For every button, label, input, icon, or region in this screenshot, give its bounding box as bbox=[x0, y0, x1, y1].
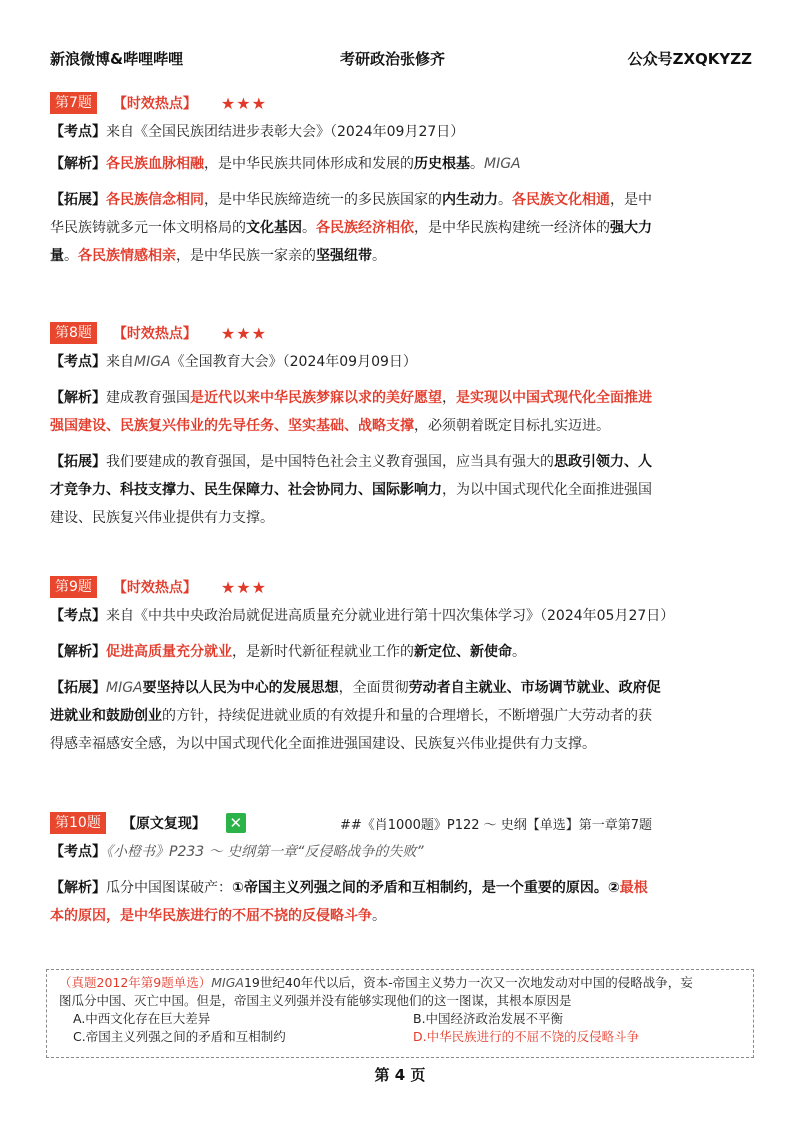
exam-option-b: B.中国经济政治发展不平衡 bbox=[413, 1011, 564, 1026]
q8-j-red2: 是实现以中国式现代化全面推进 bbox=[456, 390, 652, 406]
q7-t-9: 。 bbox=[372, 248, 386, 264]
q7-tuozhan-label: 【拓展】 bbox=[50, 192, 106, 208]
q8-j-red3: 强国建设、民族复兴伟业的先导任务、坚实基础、战略支撑 bbox=[50, 418, 414, 434]
q9-star-rating: ★★★ bbox=[220, 577, 267, 597]
q10-heading bbox=[50, 812, 246, 834]
exam-stem1: 19世纪40年代以后，资本-帝国主义势力一次又一次地发动对中国的侵略战争，妄 bbox=[243, 975, 693, 990]
q8-t-bold2: 才竞争力、科技支撑力、民生保障力、社会协同力、国际影响力 bbox=[50, 482, 442, 498]
q7-kaodian-text: 来自《全国民族团结进步表彰大会》（2024年09月27日） bbox=[106, 124, 465, 140]
q7-miga-tag: MIGA bbox=[484, 156, 521, 172]
q9-j-1: ，是新时代新征程就业工作的 bbox=[232, 644, 414, 660]
exam-options-row2 bbox=[59, 1028, 741, 1046]
q9-kaodian bbox=[50, 602, 750, 630]
page-number: 第 4 页 bbox=[374, 1066, 426, 1084]
q7-tuozhan bbox=[50, 186, 750, 270]
q8-tag: 【时效热点】 bbox=[112, 326, 197, 342]
q7-star-rating: ★★★ bbox=[220, 93, 267, 113]
q8-t-bold1: 思政引领力、人 bbox=[554, 454, 652, 470]
page-header bbox=[50, 48, 752, 74]
q7-kaodian bbox=[50, 118, 750, 146]
q7-number-badge: 第7题 bbox=[50, 92, 97, 114]
q8-heading bbox=[50, 322, 267, 344]
q10-j-red1: 最根 bbox=[619, 880, 648, 896]
q7-t-bold2: 文化基因 bbox=[246, 220, 302, 236]
exam-option-a: A.中西文化存在巨大差异 bbox=[73, 1011, 211, 1026]
q7-t-2: 。 bbox=[498, 192, 512, 208]
q7-jiexi bbox=[50, 150, 750, 178]
q7-t-1: ，是中华民族缔造统一的多民族国家的 bbox=[204, 192, 442, 208]
q9-tuozhan bbox=[50, 674, 750, 758]
q7-jiexi-end: 。 bbox=[470, 156, 484, 172]
q9-kaodian-label: 【考点】 bbox=[50, 608, 106, 624]
q9-miga-tag: MIGA bbox=[106, 680, 143, 696]
q10-kaodian-label: 【考点】 bbox=[50, 844, 106, 860]
q7-t-bold3b: 量 bbox=[50, 248, 64, 264]
header-weibo-bilibili: 新浪微博&哔哩哔哩 bbox=[50, 50, 184, 68]
q7-t-bold3: 强大力 bbox=[610, 220, 652, 236]
q7-t-8: ，是中华民族一家亲的 bbox=[176, 248, 316, 264]
q9-tag: 【时效热点】 bbox=[112, 580, 197, 596]
exam-stem-line2: 图瓜分中国、灭亡中国。但是，帝国主义列强并没有能够实现他们的这一图谋，其根本原因是 bbox=[59, 993, 572, 1008]
q8-star-rating: ★★★ bbox=[220, 323, 267, 343]
q8-kaodian bbox=[50, 348, 750, 376]
q7-t-red1: 各民族信念相同 bbox=[106, 192, 204, 208]
q8-kaodian-text: 《全国教育大会》（2024年09月09日） bbox=[170, 354, 417, 370]
q7-kaodian-label: 【考点】 bbox=[50, 124, 106, 140]
q8-kaodian-pre: 来自 bbox=[106, 354, 134, 370]
q10-kaodian bbox=[50, 838, 750, 866]
exam-option-c: C.帝国主义列强之间的矛盾和互相制约 bbox=[73, 1029, 286, 1044]
q9-jiexi bbox=[50, 638, 750, 666]
q9-t-bold2: 劳动者自主就业、市场调节就业、政府促 bbox=[408, 680, 661, 696]
exam-option-d-answer: D.中华民族进行的不屈不饶的反侵略斗争 bbox=[413, 1029, 640, 1044]
q9-heading bbox=[50, 576, 267, 598]
q7-t-3: ，是中 bbox=[610, 192, 652, 208]
q8-jiexi-label: 【解析】 bbox=[50, 390, 106, 406]
q8-j-red1: 是近代以来中华民族梦寐以求的美好愿望 bbox=[190, 390, 442, 406]
q7-jiexi-text: ，是中华民族共同体形成和发展的 bbox=[204, 156, 414, 172]
q7-tag: 【时效热点】 bbox=[112, 96, 197, 112]
q7-t-red2: 各民族文化相通 bbox=[512, 192, 610, 208]
q9-number-badge: 第9题 bbox=[50, 576, 97, 598]
q7-heading bbox=[50, 92, 267, 114]
check-mark-icon: ✕ bbox=[226, 813, 246, 833]
q7-jiexi-red: 各民族血脉相融 bbox=[106, 156, 204, 172]
q7-t-bold1: 内生动力 bbox=[442, 192, 498, 208]
q9-t-bold1: 要坚持以人民为中心的发展思想 bbox=[142, 680, 339, 696]
q9-jiexi-label: 【解析】 bbox=[50, 644, 106, 660]
q7-t-red4: 各民族情感相亲 bbox=[78, 248, 176, 264]
q8-miga-tag: MIGA bbox=[134, 354, 171, 370]
q9-j-2: 。 bbox=[512, 644, 526, 660]
q10-kaodian-text: 《小橙书》P233 ～ 史纲第一章“反侵略战争的失败” bbox=[106, 844, 424, 860]
q10-jiexi-label: 【解析】 bbox=[50, 880, 106, 896]
q7-t-red3: 各民族经济相依 bbox=[316, 220, 414, 236]
q10-j-red2: 本的原因，是中华民族进行的不屈不挠的反侵略斗争 bbox=[50, 908, 372, 924]
q7-t-7: 。 bbox=[64, 248, 78, 264]
q8-t-1: 我们要建成的教育强国，是中国特色社会主义教育强国，应当具有强大的 bbox=[106, 454, 554, 470]
q9-t-2: 的方针，持续促进就业质的有效提升和量的合理增长，不断增强广大劳动者的获 bbox=[162, 708, 652, 724]
q10-jiexi bbox=[50, 874, 750, 930]
q9-t-3: 得感幸福感安全感，为以中国式现代化全面推进强国建设、民族复兴伟业提供有力支撑。 bbox=[50, 736, 596, 752]
q8-t-2: ，为以中国式现代化全面推进强国 bbox=[442, 482, 652, 498]
exam-stem-line1 bbox=[59, 974, 741, 992]
exam-miga-tag: MIGA bbox=[211, 975, 244, 990]
q7-t-bold4: 坚强纽带 bbox=[316, 248, 372, 264]
q8-tuozhan-label: 【拓展】 bbox=[50, 454, 106, 470]
q8-j-3: ，必须朝着既定目标扎实迈进。 bbox=[414, 418, 610, 434]
q8-j-1: 建成教育强国 bbox=[106, 390, 190, 406]
q9-tuozhan-label: 【拓展】 bbox=[50, 680, 106, 696]
q8-tuozhan bbox=[50, 448, 750, 532]
header-wechat-account: 公众号ZXQKYZZ bbox=[627, 50, 752, 68]
q8-number-badge: 第8题 bbox=[50, 322, 97, 344]
q9-j-bold: 新定位、新使命 bbox=[414, 644, 512, 660]
q9-j-red: 促进高质量充分就业 bbox=[106, 644, 232, 660]
q8-jiexi bbox=[50, 384, 750, 440]
q9-t-1: ，全面贯彻 bbox=[338, 680, 409, 696]
q7-t-5: 。 bbox=[302, 220, 316, 236]
q9-kaodian-text: 来自《中共中央政治局就促进高质量充分就业进行第十四次集体学习》（2024年05月27日） bbox=[106, 608, 675, 624]
q8-kaodian-label: 【考点】 bbox=[50, 354, 106, 370]
q10-number-badge: 第10题 bbox=[50, 812, 106, 834]
q8-t-3: 建设、民族复兴伟业提供有力支撑。 bbox=[50, 510, 274, 526]
q7-jiexi-label: 【解析】 bbox=[50, 156, 106, 172]
exam-options-row1 bbox=[59, 1010, 741, 1028]
q10-source: ##《肖1000题》P122 ～ 史纲【单选】第一章第7题 bbox=[340, 818, 653, 833]
header-author: 考研政治张修齐 bbox=[340, 50, 446, 68]
exam-prefix: （真题2012年第9题单选） bbox=[59, 975, 212, 990]
q8-j-2: ， bbox=[442, 390, 456, 406]
q10-j-bold1: ①帝国主义列强之间的矛盾和互相制约，是一个重要的原因。② bbox=[232, 880, 620, 896]
q9-t-bold3: 进就业和鼓励创业 bbox=[50, 708, 162, 724]
q10-j-1: 瓜分中国图谋破产： bbox=[106, 880, 232, 896]
q7-jiexi-bold: 历史根基 bbox=[414, 156, 470, 172]
past-exam-question-box bbox=[46, 969, 754, 1058]
q7-t-6: ，是中华民族构建统一经济体的 bbox=[414, 220, 610, 236]
q10-tag: 【原文复现】 bbox=[121, 816, 206, 832]
q10-j-2: 。 bbox=[372, 908, 386, 924]
q7-t-4: 华民族铸就多元一体文明格局的 bbox=[50, 220, 246, 236]
